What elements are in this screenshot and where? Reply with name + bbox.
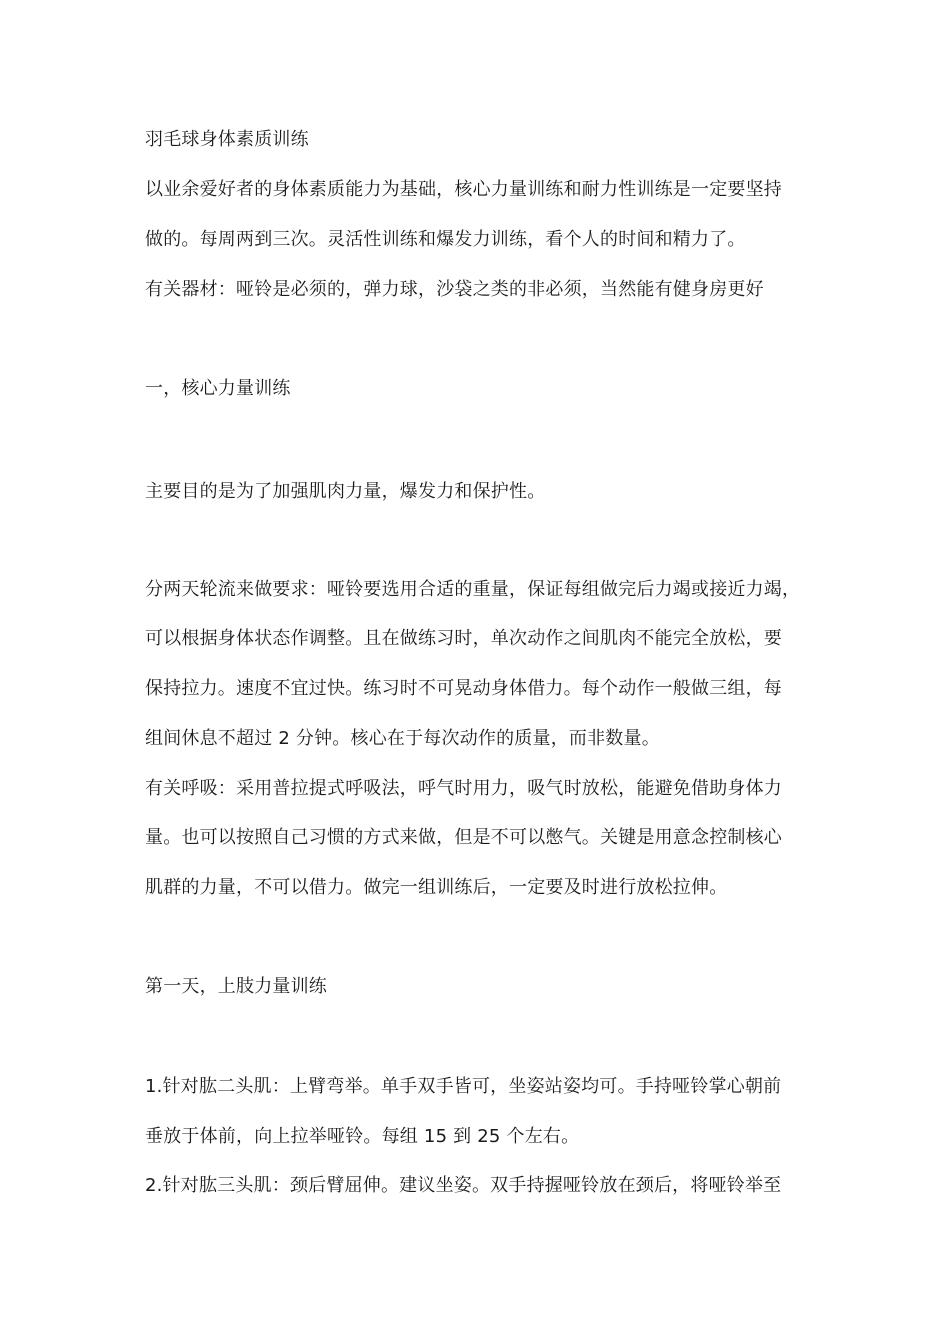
- item1-line-2: 垂放于体前，向上拉举哑铃。每组 15 到 25 个左右。: [145, 1126, 580, 1147]
- breathing-line-1: 有关呼吸：采用普拉提式呼吸法，呼气时用力，吸气时放松，能避免借助身体力: [145, 778, 782, 799]
- day1-heading: 第一天，上肢力量训练: [145, 976, 327, 997]
- requirements-line-4: 组间休息不超过 2 分钟。核心在于每次动作的质量，而非数量。: [145, 728, 660, 749]
- requirements-line-3: 保持拉力。速度不宜过快。练习时不可晃动身体借力。每个动作一般做三组，每: [145, 678, 782, 699]
- equipment-line: 有关器材：哑铃是必须的，弹力球，沙袋之类的非必须，当然能有健身房更好: [145, 279, 764, 300]
- breathing-line-3: 肌群的力量，不可以借力。做完一组训练后，一定要及时进行放松拉伸。: [145, 877, 728, 898]
- breathing-line-2: 量。也可以按照自己习惯的方式来做，但是不可以憋气。关键是用意念控制核心: [145, 827, 782, 848]
- item1-line-1: 1.针对肱二头肌：上臂弯举。单手双手皆可，坐姿站姿均可。手持哑铃掌心朝前: [145, 1076, 782, 1097]
- purpose-line: 主要目的是为了加强肌肉力量，爆发力和保护性。: [145, 481, 546, 502]
- document-title: 羽毛球身体素质训练: [145, 129, 309, 150]
- item2-line-1: 2.针对肱三头肌：颈后臂屈伸。建议坐姿。双手持握哑铃放在颈后，将哑铃举至: [145, 1175, 782, 1196]
- requirements-line-2: 可以根据身体状态作调整。且在做练习时，单次动作之间肌肉不能完全放松，要: [145, 628, 782, 649]
- intro-line-2: 做的。每周两到三次。灵活性训练和爆发力训练，看个人的时间和精力了。: [145, 229, 746, 250]
- intro-line-1: 以业余爱好者的身体素质能力为基础，核心力量训练和耐力性训练是一定要坚持: [145, 179, 782, 200]
- section-heading-core-strength: 一，核心力量训练: [145, 378, 291, 399]
- requirements-line-1: 分两天轮流来做要求：哑铃要选用合适的重量，保证每组做完后力竭或接近力竭，: [145, 579, 801, 600]
